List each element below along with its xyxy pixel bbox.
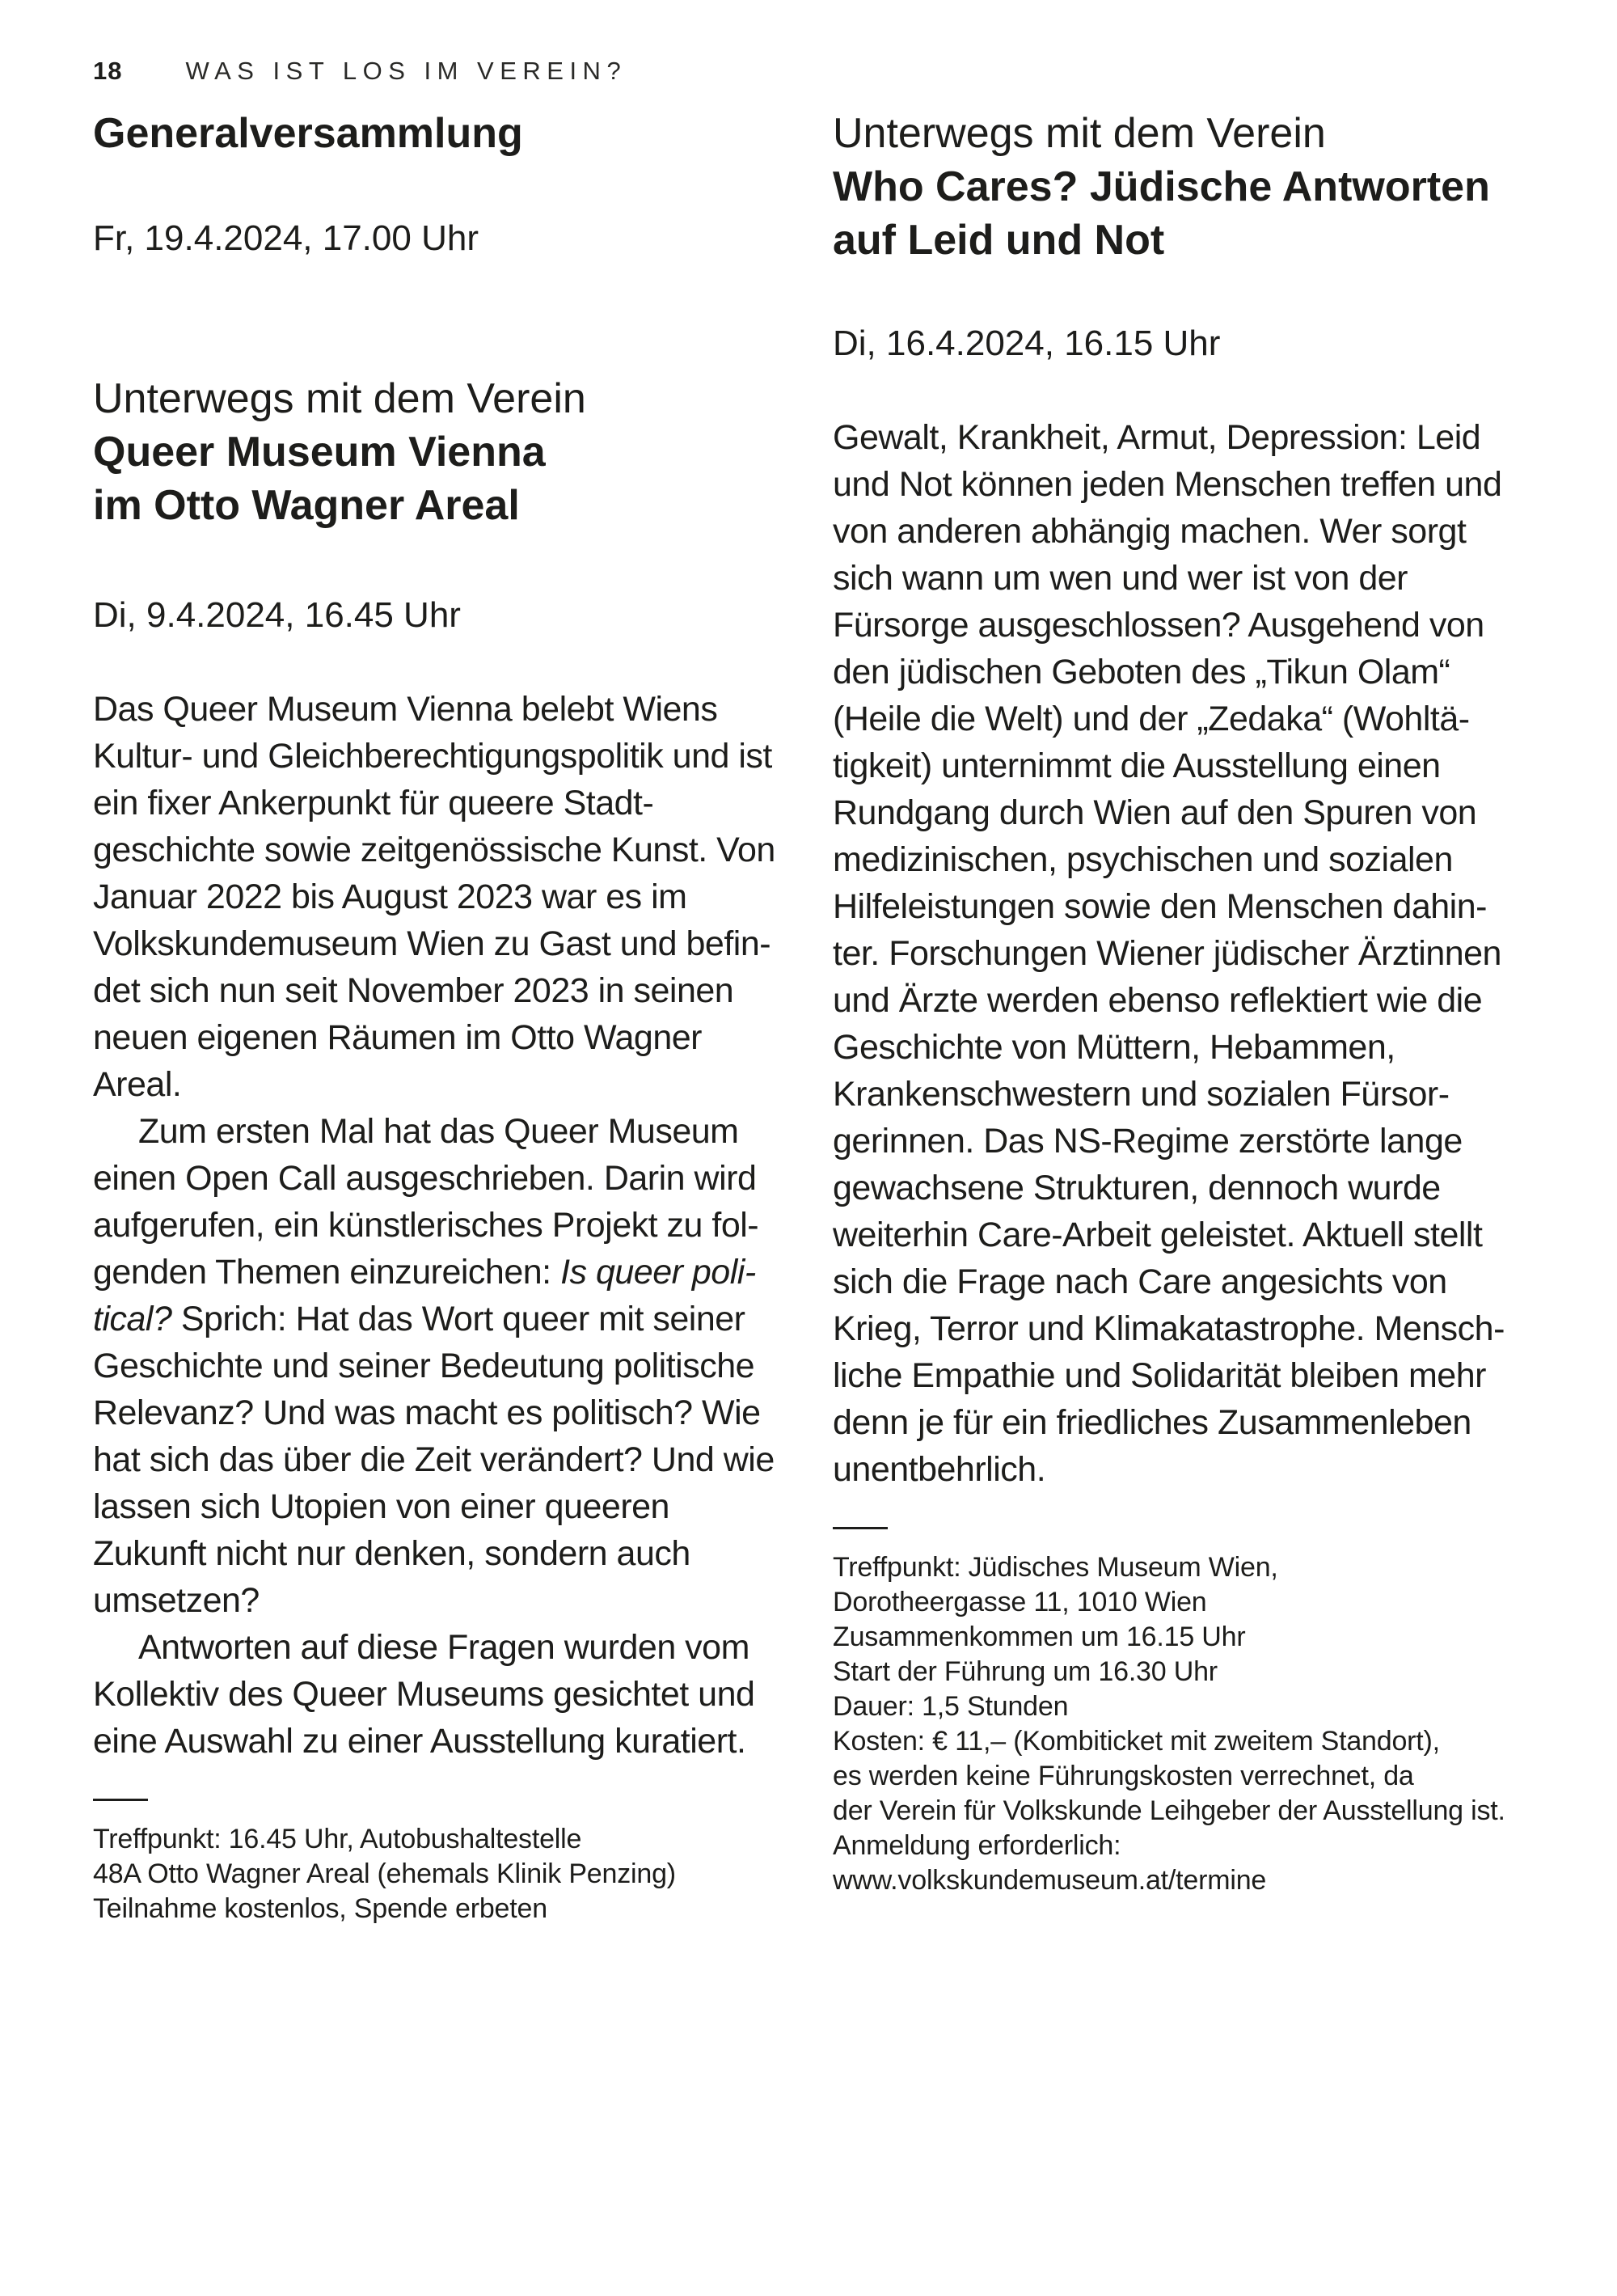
- event3-details: [833, 1550, 1516, 1898]
- detail-line: 48A Otto Wagner Areal (ehemals Klinik Penzing): [93, 1858, 676, 1889]
- event2-heading: [93, 372, 776, 532]
- right-column: [833, 0, 1516, 1898]
- detail-line: Treffpunkt: 16.45 Uhr, Autobushaltestelle: [93, 1824, 582, 1854]
- detail-line: es werden keine Führungskosten verrechnet, da: [833, 1761, 1414, 1791]
- left-column: [93, 0, 776, 1926]
- page-number: 18: [93, 57, 123, 85]
- event2-details: [93, 1822, 776, 1926]
- detail-line: Zusammenkommen um 16.15 Uhr: [833, 1622, 1246, 1652]
- event3-title-line2: auf Leid und Not: [833, 217, 1165, 264]
- event3-heading: [833, 107, 1516, 267]
- detail-line: Treffpunkt: Jüdisches Museum Wien,: [833, 1552, 1278, 1583]
- event2-date: Di, 9.4.2024, 16.45 Uhr: [93, 595, 461, 635]
- event1-title: Generalversammlung: [93, 110, 523, 157]
- detail-line: der Verein für Volkskunde Leihgeber der Ausstellung ist.: [833, 1795, 1505, 1826]
- event2-title-line2: im Otto Wagner Areal: [93, 482, 520, 529]
- detail-line: Dauer: 1,5 Stunden: [833, 1691, 1069, 1722]
- detail-line: Start der Führung um 16.30 Uhr: [833, 1656, 1218, 1687]
- divider-rule: [833, 1527, 888, 1529]
- paragraph-text: Zum ersten Mal hat das Queer Museum einen Open Call ausgeschrieben. Darin wird aufgerufen, ein künstlerisches Projekt zu folgenden Themen einzureichen:: [93, 1112, 759, 1292]
- divider-rule: [93, 1799, 148, 1801]
- event1-date: Fr, 19.4.2024, 17.00 Uhr: [93, 218, 479, 258]
- event2-body: [93, 686, 776, 1765]
- event2-title-line1: Queer Museum Vienna: [93, 429, 546, 476]
- event3-paragraph: Gewalt, Krankheit, Armut, Depression: Leid und Not können jeden Menschen treffen und von anderen abhängig machen. Wer sorgt sich wann um wen und wer ist von der Fürsorge ausgeschlossen? Ausgehend von den jüdischen Geboten des „Tikun Olam“ (Heile die Welt) und der „Zedaka“ (Wohltätigkeit) unternimmt die Ausstellung einen Rundgang durch Wien auf den Spuren von medizinischen, psychischen und sozialen Hilfeleistungen sowie den Menschen dahinter. Forschungen Wiener jüdischer Ärztinnen und Ärzte werden ebenso reflektiert wie die Geschichte von Müttern, Hebammen, Krankenschwestern und sozialen Fürsorgerinnen. Das NS-Regime zerstörte lange gewachsene Strukturen, dennoch wurde weiterhin Care-Arbeit geleistet. Aktuell stellt sich die Frage nach Care angesichts von Krieg, Terror und Klimakatastrophe. Menschliche Empathie und Solidarität bleiben mehr denn je für ein friedliches Zusammenleben unentbehrlich.: [833, 418, 1505, 1489]
- detail-line: Anmeldung erforderlich:: [833, 1830, 1121, 1861]
- event2-series-label: Unterwegs mit dem Verein: [93, 375, 586, 422]
- event3-series-label: Unterwegs mit dem Verein: [833, 110, 1326, 157]
- event3-body: [833, 414, 1516, 1493]
- event3-title-line1: Who Cares? Jüdische Antworten: [833, 163, 1490, 210]
- event3-date: Di, 16.4.2024, 16.15 Uhr: [833, 323, 1221, 363]
- event2-paragraph-3: Antworten auf diese Fragen wurden vom Kollektiv des Queer Museums gesichtet und eine Auswahl zu einer Ausstellung kuratiert.: [93, 1628, 755, 1761]
- italic-phrase: Is queer political?: [93, 1253, 757, 1338]
- detail-line: Kosten: € 11,– (Kombiticket mit zweitem Standort),: [833, 1726, 1440, 1757]
- event2-paragraph-1: Das Queer Museum Vienna belebt Wiens Kultur- und Gleichberechtigungspolitik und ist ein fixer Ankerpunkt für queere Stadtgeschichte sowie zeitgenössische Kunst. Von Januar 2022 bis August 2023 war es im Volkskundemuseum Wien zu Gast und befindet sich nun seit November 2023 in seinen neuen eigenen Räumen im Otto Wagner Areal.: [93, 690, 775, 1104]
- page-header-title: WAS IST LOS IM VEREIN?: [185, 57, 627, 85]
- paragraph-text: Sprich: Hat das Wort queer mit seiner Geschichte und seiner Bedeutung politische Relevanz? Und was macht es politisch? Wie hat sich das über die Zeit verändert? Und wie lassen sich Utopien von einer queeren Zukunft nicht nur denken, sondern auch umsetzen?: [93, 1300, 775, 1620]
- detail-line: Dorotheergasse 11, 1010 Wien: [833, 1587, 1207, 1617]
- detail-line: Teilnahme kostenlos, Spende erbeten: [93, 1893, 547, 1924]
- event2-paragraph-2: [93, 1108, 776, 1624]
- detail-line: www.volkskundemuseum.at/termine: [833, 1865, 1267, 1896]
